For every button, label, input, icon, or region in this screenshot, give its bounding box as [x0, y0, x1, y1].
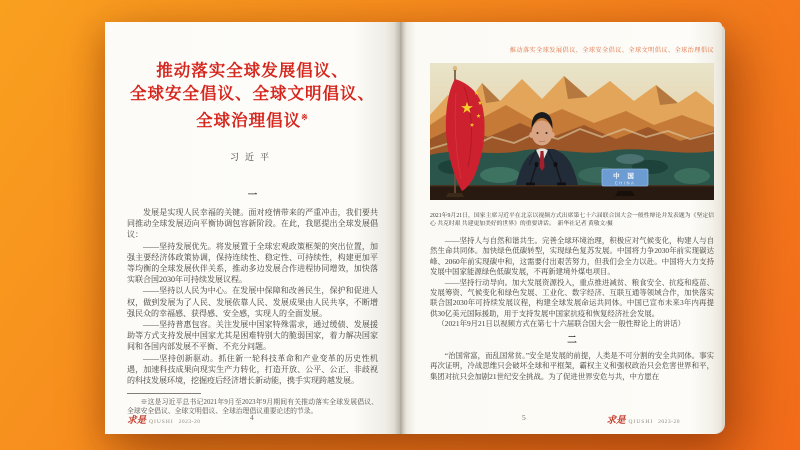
- issue-number: 2023-20: [178, 419, 201, 425]
- right-page: [400, 22, 722, 434]
- left-page: [105, 22, 400, 434]
- left-page-footer: [127, 412, 378, 426]
- flagpole-base: [446, 193, 464, 197]
- right-page-footer: [422, 412, 700, 426]
- news-photo: [430, 63, 714, 200]
- qiushi-logo-en: QIUSHI: [628, 419, 654, 425]
- issue-number: 2023-20: [658, 419, 680, 425]
- paragraph: ——坚持普惠包容。关注发展中国家特殊需求，通过缓债、发展援助等方式支持发展中国家尤其是困难特别大的脆弱国家，着力解决国家间和各国内部发展不平衡、不充分问题。: [127, 320, 378, 352]
- qiushi-logo-cn: 求是: [127, 416, 147, 426]
- page-number: 4: [250, 413, 254, 422]
- journal-logo: [607, 412, 681, 426]
- speech-attribution: （2021年9月21日以视频方式在第七十六届联合国大会一般性辩论上的讲话）: [437, 319, 685, 329]
- author-name: 习近平: [229, 152, 275, 162]
- desk: [430, 185, 714, 200]
- title-line: 全球治理倡议※: [196, 112, 309, 130]
- paragraph: ——坚持以人民为中心。在发展中保障和改善民生，保护和促进人权，做到发展为了人民、发展依靠人民、发展成果由人民共享，不断增强民众的幸福感、获得感、安全感，实现人的全面发展。: [127, 286, 378, 318]
- placard-text-cn: 中 国: [613, 173, 637, 180]
- page-number: 5: [522, 413, 526, 422]
- footnote: ※这是习近平总书记2021年9月至2023年9月期间有关推动落实全球发展倡议、全球安全倡议、全球文明倡议、全球治理倡议重要论述的节录。: [127, 399, 378, 416]
- paragraph: ——坚持发展优先。将发展置于全球宏观政策框架的突出位置，加强主要经济体政策协调，保持连续性、稳定性、可持续性，构建更加平等均衡的全球发展伙伴关系，推动多边发展合作进程协同增效，加快落实联合国2030年可持续发展议程。: [127, 241, 378, 285]
- section-mark-one: 一: [247, 191, 258, 201]
- qiushi-logo-en: QIUSHI: [149, 419, 174, 425]
- paragraph: “治国常富，而乱国常贫。”安全是发展的前提，人类是不可分割的安全共同体。事实再次证明，冷战思维只会破坏全球和平框架，霸权主义和强权政治只会危害世界和平，集团对抗只会加剧21世纪安全挑战。为了促进世界安危与共，中方愿在: [430, 351, 714, 381]
- placard-stand: [615, 191, 635, 196]
- title-line: 全球安全倡议、全球文明倡议、: [130, 85, 375, 103]
- photo-illustration: [430, 63, 714, 200]
- article-body-right: [430, 236, 714, 382]
- photo-caption: 2021年9月21日，国家主席习近平在北京以视频方式出席第七十六届联合国大会一般性辩论并发表题为《坚定信心 共克时艰 共建更加美好的世界》的重要讲话。 新华社记者 黄敬文/摄: [430, 212, 714, 228]
- desk-edge: [430, 185, 714, 187]
- section-mark-two: 二: [567, 335, 577, 346]
- paragraph: ——坚持人与自然和谐共生。完善全球环境治理，积极应对气候变化，构建人与自然生命共同体。加快绿色低碳转型，实现绿色复苏发展。中国将力争2030年前实现碳达峰、2060年前实现碳中和，这需要付出艰苦努力，但我们会全力以赴。中国将大力支持发展中国家能源绿色低碳发展，不再新建境外煤电项目。: [430, 236, 714, 277]
- running-header: 推动落实全球发展倡议、全球安全倡议、全球文明倡议、全球治理倡议: [509, 47, 714, 54]
- title-line: 推动落实全球发展倡议、: [156, 62, 349, 80]
- article-body-left: [127, 207, 378, 386]
- paragraph: 发展是实现人民幸福的关键。面对疫情带来的严重冲击，我们要共同推动全球发展迈向平衡协调包容新阶段。在此，我愿提出全球发展倡议：: [127, 208, 378, 240]
- article-title: [127, 60, 378, 133]
- journal-logo: [127, 412, 201, 426]
- qiushi-logo-cn: 求是: [606, 416, 626, 426]
- footnote-divider: [127, 393, 201, 394]
- footnote-reference-mark: ※: [301, 113, 309, 122]
- paragraph: ——坚持行动导向。加大发展资源投入，重点推进减贫、粮食安全、抗疫和疫苗、发展筹资、气候变化和绿色发展、工业化、数字经济、互联互通等领域合作，加快落实联合国2030年可持续发展议程，构建全球发展命运共同体。中国已宣布未来3年内再提供30亿美元国际援助，用于支持发展中国家抗疫和恢复经济社会发展。: [430, 277, 714, 318]
- paragraph: ——坚持创新驱动。抓住新一轮科技革命和产业变革的历史性机遇，加速科技成果向现实生产力转化，打造开放、公平、公正、非歧视的科技发展环境，挖掘疫后经济增长新动能，携手实现跨越发展。: [127, 353, 378, 386]
- magazine-spread: [105, 22, 722, 434]
- placard-text-en: CHINA: [614, 180, 636, 186]
